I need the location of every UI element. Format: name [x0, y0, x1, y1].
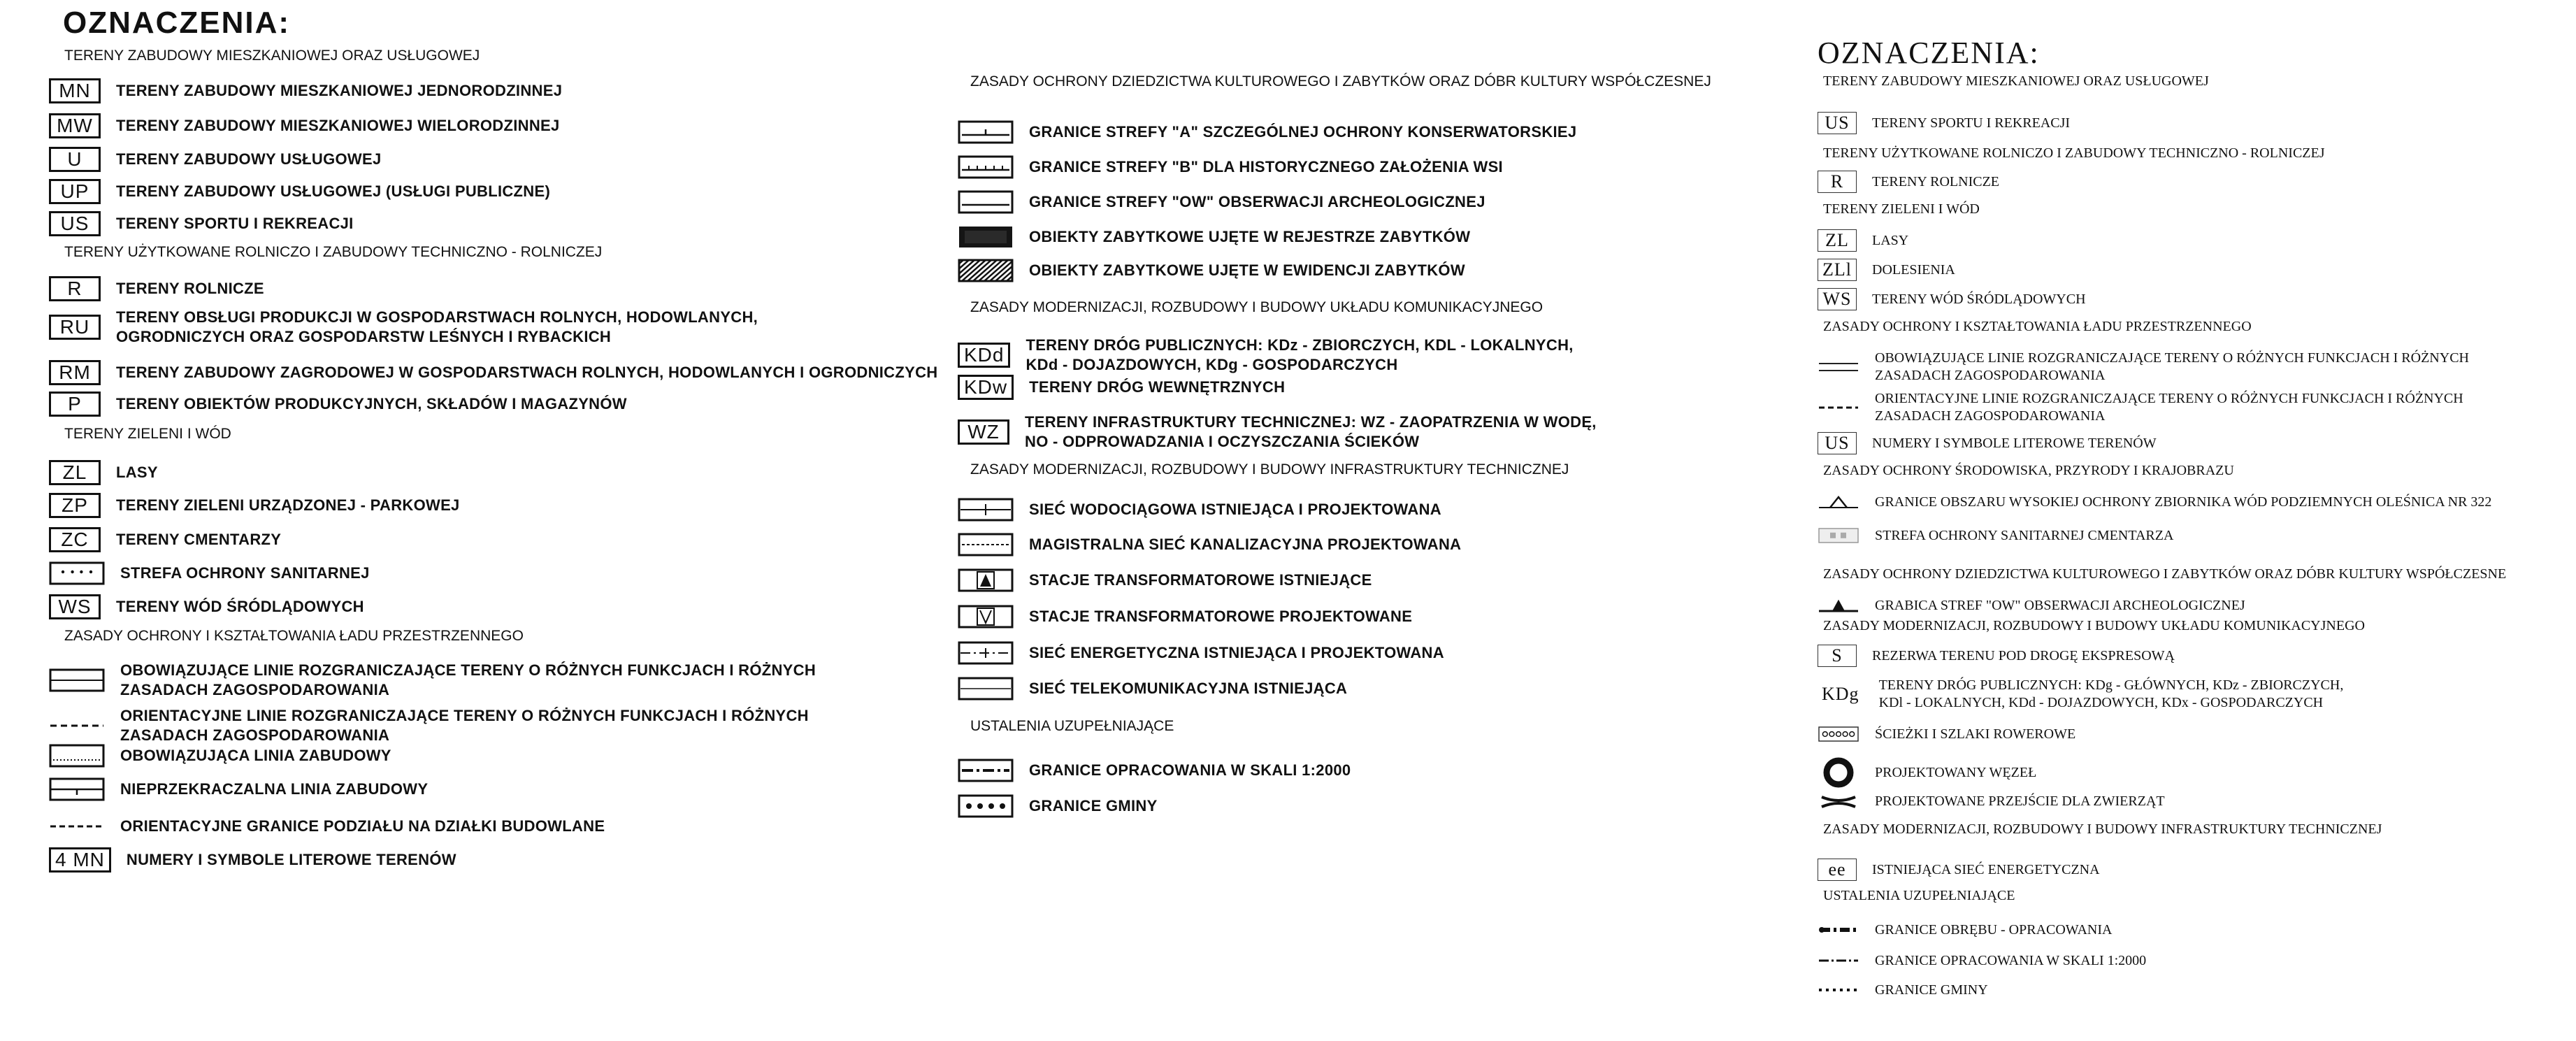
- section-heading-text: ZASADY OCHRONY I KSZTAŁTOWANIA ŁADU PRZESTRZENNEGO: [64, 628, 524, 644]
- legend-entry-label: [120, 564, 370, 582]
- label-line-2: ZASADACH ZAGOSPODAROWANIA: [120, 726, 390, 744]
- zone-code-symbol: WZ: [958, 419, 1009, 445]
- dots-box-icon: [958, 794, 1014, 818]
- legend-entry-label: [1026, 336, 1573, 374]
- label-line: TERENY SPORTU I REKREACJI: [1872, 115, 2071, 131]
- aquifer-icon: [1818, 492, 1859, 512]
- label-line: NUMERY I SYMBOLE LITEROWE TERENÓW: [126, 851, 456, 868]
- label-line: TERENY ZABUDOWY ZAGRODOWEJ W GOSPODARSTWACH ROLNYCH, HODOWLANYCH I OGRODNICZYCH: [116, 364, 938, 381]
- legend-entry-label: [116, 117, 560, 135]
- legend-entry-label: [1029, 158, 1503, 176]
- zone-code-symbol: KDd: [958, 343, 1010, 368]
- zone-code-symbol: R: [1818, 171, 1857, 193]
- label-line: REZERWA TERENU POD DROGĘ EKSPRESOWĄ: [1872, 647, 2175, 663]
- legend-section-heading: [1823, 463, 2234, 479]
- legend-entry: [1818, 859, 2100, 881]
- legend-entry-label: [1872, 648, 2175, 664]
- label-line-2: ZASADACH ZAGOSPODAROWANIA: [120, 680, 390, 698]
- legend-entry: [1818, 432, 2157, 454]
- label-line: TERENY ROLNICZE: [116, 280, 264, 297]
- legend-entry: [1818, 791, 2165, 811]
- label-line: LASY: [116, 464, 158, 481]
- label-line: TERENY DRÓG WEWNĘTRZNYCH: [1029, 378, 1286, 396]
- legend-entry: [49, 392, 627, 417]
- dots-small-icon: [1818, 980, 1859, 1000]
- zone-b-icon: [958, 155, 1014, 179]
- label-line: TERENY INFRASTRUKTURY TECHNICZNEJ: WZ - ZAOPATRZENIA W WODĘ,: [1025, 413, 1597, 431]
- legend-entry: [49, 211, 354, 236]
- box-dash-icon: [49, 714, 105, 738]
- line-dotted-icon: [49, 744, 105, 768]
- zone-code-symbol: ZC: [49, 527, 101, 552]
- ow-triangle-icon: [1818, 596, 1859, 615]
- legend-entry: [49, 706, 809, 745]
- legend-entry-label: [120, 747, 391, 765]
- line-tick-icon: [49, 777, 105, 801]
- legend-entry: [958, 225, 1470, 249]
- section-heading-text: TERENY ZABUDOWY MIESZKANIOWEJ ORAZ USŁUGOWEJ: [1823, 73, 2209, 89]
- label-line: TERENY ZABUDOWY MIESZKANIOWEJ WIELORODZINNEJ: [116, 117, 560, 134]
- legend-section-heading: [970, 461, 1569, 478]
- label-line: GRANICE OPRACOWANIA W SKALI 1:2000: [1029, 761, 1351, 779]
- label-line: OBIEKTY ZABYTKOWE UJĘTE W REJESTRZE ZABYTKÓW: [1029, 228, 1471, 245]
- zone-code-symbol: U: [49, 147, 101, 172]
- zone-code-symbol: MN: [49, 78, 101, 103]
- legend-entry: [1818, 492, 2491, 512]
- legend-entry-label: [1875, 982, 1988, 998]
- label-line: TERENY ZABUDOWY USŁUGOWEJ (USŁUGI PUBLICZNE): [116, 182, 551, 200]
- legend-entry-label: [1875, 390, 2463, 425]
- legend-entry-label: [1872, 862, 2100, 878]
- section-heading-text: USTALENIA UZUPEŁNIAJĄCE: [970, 718, 1174, 734]
- label-line: MAGISTRALNA SIEĆ KANALIZACYJNA PROJEKTOWANA: [1029, 536, 1462, 553]
- legend-entry: [49, 814, 605, 838]
- legend-entry-label: [116, 395, 627, 413]
- legend-entry-label: [116, 531, 281, 549]
- legend-entry: [958, 336, 1574, 374]
- legend-entry: [49, 777, 428, 801]
- label-line: GRANICE STREFY "B" DLA HISTORYCZNEGO ZAŁOŻENIA WSI: [1029, 158, 1503, 175]
- label-line-2: ZASADACH ZAGOSPODAROWANIA: [1875, 408, 2106, 424]
- legend-entry-label: [116, 280, 264, 298]
- legend-entry-label: [1029, 378, 1285, 396]
- legend-entry: [49, 527, 281, 552]
- legend-entry: [1818, 645, 2175, 667]
- legend-entry-label: [116, 364, 937, 382]
- legend-entry-label: [1875, 598, 2245, 614]
- zone-code-symbol: 4 MN: [49, 847, 111, 873]
- line-solid-icon: [1818, 357, 1859, 377]
- animal-icon: [1818, 791, 1859, 811]
- legend-entry-label: [116, 308, 758, 346]
- legend-section-heading: [1823, 821, 2382, 838]
- legend-entry: [1818, 112, 2070, 134]
- label-line: OBIEKTY ZABYTKOWE UJĘTE W EWIDENCJI ZABYTKÓW: [1029, 261, 1465, 279]
- legend-entry: [1818, 596, 2245, 615]
- label-line: STREFA OCHRONY SANITARNEJ: [120, 564, 370, 582]
- legend-entry-label: [1029, 261, 1465, 280]
- label-line: OBOWIĄZUJĄCE LINIE ROZGRANICZAJĄCE TERENY O RÓŻNYCH FUNKCJACH I RÓŻNYCH: [1875, 350, 2469, 366]
- label-line: STACJE TRANSFORMATOROWE ISTNIEJĄCE: [1029, 571, 1372, 589]
- legend-entry-label: [1029, 228, 1470, 246]
- zone-code-symbol: US: [49, 211, 101, 236]
- legend-section-heading: [1823, 566, 2506, 582]
- legend-entry-label: [1029, 536, 1461, 554]
- zone-code-symbol: P: [49, 392, 101, 417]
- zone-code-symbol: RM: [49, 360, 101, 385]
- legend-entry-label: [1875, 528, 2173, 544]
- section-heading-text: ZASADY MODERNIZACJI, ROZBUDOWY I BUDOWY INFRASTRUKTURY TECHNICZNEJ: [1823, 821, 2382, 837]
- label-line: LASY: [1872, 232, 1909, 248]
- legend-entry: [49, 847, 456, 873]
- label-line-2: NO - ODPROWADZANIA I OCZYSZCZANIA ŚCIEKÓW: [1025, 432, 1420, 450]
- legend-entry-label: [1029, 761, 1351, 780]
- legend-entry: [1818, 724, 2075, 744]
- label-line: GRABICA STREF "OW" OBSERWACJI ARCHEOLOGICZNEJ: [1875, 597, 2245, 613]
- legend-entry: [1818, 229, 1908, 252]
- label-line: NUMERY I SYMBOLE LITEROWE TERENÓW: [1872, 435, 2157, 451]
- legend-entry-label: [1875, 794, 2165, 810]
- legend-entry: [1818, 526, 2173, 545]
- section-heading-text: TERENY ZABUDOWY MIESZKANIOWEJ ORAZ USŁUGOWEJ: [64, 48, 480, 64]
- obreb-icon: [1818, 920, 1859, 940]
- legend-entry-label: [1029, 123, 1576, 141]
- label-line: GRANICE GMINY: [1029, 797, 1158, 814]
- label-line: STREFA OCHRONY SANITARNEJ CMENTARZA: [1875, 527, 2174, 543]
- legend-section-heading: [1823, 73, 2209, 89]
- legend-entry-label: [116, 464, 158, 482]
- legend-entry: [1818, 920, 2112, 940]
- label-line: NIEPRZEKRACZALNA LINIA ZABUDOWY: [120, 780, 429, 798]
- legend-section-heading: [1823, 888, 2015, 904]
- legend-entry: [49, 594, 364, 619]
- section-heading-text: TERENY ZIELENI I WÓD: [1823, 201, 1980, 217]
- label-line: TERENY OBSŁUGI PRODUKCJI W GOSPODARSTWACH ROLNYCH, HODOWLANYCH,: [116, 308, 758, 326]
- label-line: SIEĆ ENERGETYCZNA ISTNIEJĄCA I PROJEKTOWANA: [1029, 644, 1444, 661]
- legend-entry: [958, 120, 1576, 144]
- legend-entry-label: [1875, 953, 2146, 969]
- legend-entry-label: [116, 215, 354, 233]
- label-line: STACJE TRANSFORMATOROWE PROJEKTOWANE: [1029, 608, 1413, 625]
- zone-code-symbol: R: [49, 276, 101, 301]
- trafo-ex-icon: [958, 568, 1014, 592]
- label-line: GRANICE GMINY: [1875, 982, 1988, 998]
- label-line-2: KDl - LOKALNYCH, KDd - DOJAZDOWYCH, KDx - GOSPODARCZYCH: [1878, 695, 2324, 710]
- dashdot-icon: [1818, 951, 1859, 970]
- legend-section-heading: [1823, 145, 2325, 161]
- label-line: ORIENTACYJNE GRANICE PODZIAŁU NA DZIAŁKI BUDOWLANE: [120, 817, 605, 835]
- legend-entry-label: [1875, 726, 2075, 742]
- trafo-pr-icon: [958, 605, 1014, 629]
- zone-code-symbol: S: [1818, 645, 1857, 667]
- cemetery-icon: [1818, 526, 1859, 545]
- legend-entry-label: [1872, 174, 1999, 190]
- legend-entry-label: [120, 817, 605, 835]
- section-heading-text: ZASADY MODERNIZACJI, ROZBUDOWY I BUDOWY UKŁADU KOMUNIKACYJNEGO: [1823, 618, 2365, 633]
- legend-entry-label: [1872, 436, 2157, 452]
- legend-entry: [49, 661, 816, 699]
- hatched-icon: [958, 259, 1014, 282]
- zone-code-symbol: ZP: [49, 493, 101, 518]
- line-dash-icon: [49, 814, 105, 838]
- label-line: ISTNIEJĄCA SIEĆ ENERGETYCZNA: [1872, 861, 2100, 877]
- legend-entry-label: [1029, 193, 1485, 211]
- legend-entry-label: [1029, 797, 1158, 815]
- legend-section-heading: [970, 299, 1543, 316]
- dots-icon: [49, 561, 105, 585]
- legend-entry-label: [120, 706, 809, 745]
- legend-entry-label: [120, 661, 816, 699]
- telecom-icon: [958, 677, 1014, 701]
- legend-entry: [1818, 756, 2036, 789]
- box-solid-icon: [49, 668, 105, 692]
- legend-entry: [958, 259, 1465, 282]
- energy-icon: [958, 641, 1014, 665]
- section-heading-text: ZASADY OCHRONY DZIEDZICTWA KULTUROWEGO I ZABYTKÓW ORAZ DÓBR KULTURY WSPÓŁCZESNEJ: [970, 73, 1711, 89]
- label-line: DOLESIENIA: [1872, 261, 1955, 278]
- legend-entry-label: [1029, 644, 1444, 662]
- legend-entry: [958, 641, 1444, 665]
- zone-code-symbol: UP: [49, 179, 101, 204]
- zone-code-symbol: KDw: [958, 375, 1014, 400]
- label-line: TERENY WÓD ŚRÓDLĄDOWYCH: [1872, 291, 2086, 307]
- legend-entry: [958, 605, 1412, 629]
- section-heading-text: ZASADY MODERNIZACJI, ROZBUDOWY I BUDOWY INFRASTRUKTURY TECHNICZNEJ: [970, 461, 1569, 478]
- dashdot-box-icon: [958, 759, 1014, 782]
- label-line-2: ZASADACH ZAGOSPODAROWANIA: [1875, 368, 2106, 383]
- legend-entry: [958, 533, 1461, 557]
- legend-title: OZNACZENIA:: [63, 6, 291, 40]
- legend-entry: [958, 155, 1503, 179]
- label-line: ORIENTACYJNE LINIE ROZGRANICZAJĄCE TERENY O RÓŻNYCH FUNKCJACH I RÓŻNYCH: [120, 707, 809, 724]
- legend-entry-label: [1879, 677, 2344, 712]
- legend-entry: [49, 147, 382, 172]
- label-line: GRANICE OBRĘBU - OPRACOWANIA: [1875, 921, 2113, 938]
- label-line: TERENY WÓD ŚRÓDLĄDOWYCH: [116, 598, 364, 615]
- legend-section-heading: [1823, 618, 2365, 634]
- section-heading-text: TERENY UŻYTKOWANE ROLNICZO I ZABUDOWY TECHNICZNO - ROLNICZEJ: [1823, 145, 2325, 161]
- legend-entry: [958, 568, 1372, 592]
- legend-entry-label: [116, 82, 562, 100]
- legend-entry-label: [1025, 412, 1597, 451]
- legend-entry-label: [1872, 292, 2086, 308]
- label-line: GRANICE STREFY "A" SZCZEGÓLNEJ OCHRONY KONSERWATORSKIEJ: [1029, 123, 1577, 141]
- zone-code-symbol: ZL: [1818, 229, 1857, 252]
- legend-entry: [958, 412, 1597, 451]
- legend-entry: [1818, 288, 2086, 310]
- label-line: TERENY SPORTU I REKREACJI: [116, 215, 354, 232]
- filled-icon: [958, 225, 1014, 249]
- label-line-2: KDd - DOJAZDOWYCH, KDg - GOSPODARCZYCH: [1026, 355, 1398, 373]
- bike-icon: [1818, 724, 1859, 744]
- label-line: GRANICE OPRACOWANIA W SKALI 1:2000: [1875, 952, 2147, 968]
- legend-section-heading: [1823, 319, 2252, 335]
- label-line: TERENY ROLNICZE: [1872, 173, 2000, 189]
- section-heading-text: TERENY UŻYTKOWANE ROLNICZO I ZABUDOWY TECHNICZNO - ROLNICZEJ: [64, 244, 603, 260]
- legend-entry: [958, 375, 1285, 400]
- legend-entry: [958, 498, 1441, 522]
- legend-section-heading: [64, 48, 480, 64]
- label-line: OBOWIĄZUJĄCA LINIA ZABUDOWY: [120, 747, 391, 764]
- legend-entry-label: [116, 150, 382, 168]
- legend-entry-label: [116, 496, 460, 515]
- ring-icon: [1818, 756, 1859, 789]
- legend-title: OZNACZENIA:: [1818, 36, 2040, 70]
- legend-entry: [1818, 171, 1999, 193]
- label-line-2: OGRODNICZYCH ORAZ GOSPODARSTW LEŚNYCH I RYBACKICH: [116, 327, 612, 345]
- legend-entry: [49, 744, 391, 768]
- legend-entry-label: [1872, 262, 1955, 278]
- legend-entry: [1818, 980, 1988, 1000]
- section-heading-text: USTALENIA UZUPEŁNIAJĄCE: [1823, 888, 2015, 903]
- legend-entry: [49, 493, 460, 518]
- label-line: TERENY ZIELENI URZĄDZONEJ - PARKOWEJ: [116, 496, 460, 514]
- legend-entry: [49, 561, 370, 585]
- legend-entry-label: [1029, 608, 1412, 626]
- legend-entry: [958, 759, 1351, 782]
- zone-code-symbol: RU: [49, 315, 101, 340]
- legend-entry: [1818, 390, 2463, 425]
- legend-entry: [1818, 677, 2343, 712]
- label-line: TERENY DRÓG PUBLICZNYCH: KDz - ZBIORCZYCH, KDL - LOKALNYCH,: [1026, 336, 1574, 354]
- legend-entry-label: [127, 851, 456, 869]
- legend-section-heading: [64, 426, 231, 443]
- legend-entry: [958, 677, 1347, 701]
- legend-entry: [958, 794, 1158, 818]
- legend-entry: [958, 190, 1485, 214]
- legend-entry: [49, 78, 562, 103]
- zone-a-icon: [958, 120, 1014, 144]
- legend-entry: [49, 360, 937, 385]
- section-heading-text: ZASADY OCHRONY I KSZTAŁTOWANIA ŁADU PRZESTRZENNEGO: [1823, 319, 2252, 334]
- label-line: PROJEKTOWANY WĘZEŁ: [1875, 764, 2037, 780]
- legend-section-heading: [1823, 201, 1980, 217]
- label-line: GRANICE STREFY "OW" OBSERWACJI ARCHEOLOGICZNEJ: [1029, 193, 1485, 210]
- section-heading-text: ZASADY OCHRONY DZIEDZICTWA KULTUROWEGO I ZABYTKÓW ORAZ DÓBR KULTURY WSPÓŁCZESNE: [1823, 566, 2507, 582]
- legend-section-heading: [64, 244, 602, 261]
- legend-entry: [49, 276, 264, 301]
- label-line: ŚCIEŻKI I SZLAKI ROWEROWE: [1875, 726, 2076, 742]
- label-line: OBOWIĄZUJĄCE LINIE ROZGRANICZAJĄCE TERENY O RÓŻNYCH FUNKCJACH I RÓŻNYCH: [120, 661, 816, 679]
- section-heading-text: TERENY ZIELENI I WÓD: [64, 426, 231, 442]
- legend-entry-label: [1875, 494, 2491, 510]
- zone-code-symbol: WS: [1818, 288, 1857, 310]
- legend-entry-label: [120, 780, 428, 798]
- legend-section-heading: [970, 73, 1711, 90]
- section-heading-text: ZASADY MODERNIZACJI, ROZBUDOWY I BUDOWY UKŁADU KOMUNIKACYJNEGO: [970, 299, 1544, 315]
- label-line: TERENY DRÓG PUBLICZNYCH: KDg - GŁÓWNYCH, KDz - ZBIORCZYCH,: [1878, 677, 2344, 693]
- zone-code-symbol: US: [1818, 112, 1857, 134]
- zone-code-symbol: ZL: [49, 460, 101, 485]
- legend-entry: [1818, 951, 2146, 970]
- legend-entry-label: [1872, 233, 1908, 249]
- zone-code-symbol: ZLl: [1818, 259, 1857, 281]
- legend-section-heading: [970, 718, 1174, 735]
- label-line: PROJEKTOWANE PRZEJŚCIE DLA ZWIERZĄT: [1875, 793, 2165, 809]
- legend-entry-label: [1875, 765, 2036, 781]
- zone-code-symbol: WS: [49, 594, 101, 619]
- section-heading-text: ZASADY OCHRONY ŚRODOWISKA, PRZYRODY I KRAJOBRAZU: [1823, 463, 2234, 478]
- legend-entry-label: [1029, 571, 1372, 589]
- zone-code-symbol: KDg: [1822, 684, 1859, 704]
- zone-code-symbol: US: [1818, 432, 1857, 454]
- legend-entry-label: [116, 182, 550, 201]
- line-dash-icon: [1818, 398, 1859, 417]
- legend-entry: [49, 113, 560, 138]
- label-line: TERENY CMENTARZY: [116, 531, 282, 548]
- legend-entry: [49, 179, 550, 204]
- legend-entry-label: [1875, 350, 2469, 385]
- legend-section-heading: [64, 628, 524, 645]
- legend-entry: [1818, 259, 1955, 281]
- label-line: TERENY ZABUDOWY USŁUGOWEJ: [116, 150, 382, 168]
- legend-entry-label: [1029, 501, 1441, 519]
- legend-entry-label: [1029, 680, 1347, 698]
- label-line: TERENY OBIEKTÓW PRODUKCYJNYCH, SKŁADÓW I MAGAZYNÓW: [116, 395, 627, 412]
- label-line: TERENY ZABUDOWY MIESZKANIOWEJ JEDNORODZINNEJ: [116, 82, 563, 99]
- zone-code-symbol: ee: [1818, 859, 1857, 881]
- legend-entry-label: [1872, 115, 2070, 131]
- legend-entry-label: [116, 598, 364, 616]
- legend-entry: [1818, 350, 2469, 385]
- legend-entry: [49, 308, 758, 346]
- zone-code-symbol: MW: [49, 113, 101, 138]
- label-line: GRANICE OBSZARU WYSOKIEJ OCHRONY ZBIORNIKA WÓD PODZIEMNYCH OLEŚNICA NR 322: [1875, 494, 2492, 510]
- legend-entry-label: [1875, 922, 2112, 938]
- zone-ow-icon: [958, 190, 1014, 214]
- label-line: SIEĆ TELEKOMUNIKACYJNA ISTNIEJĄCA: [1029, 680, 1348, 697]
- legend-entry: [49, 460, 158, 485]
- label-line: SIEĆ WODOCIĄGOWA ISTNIEJĄCA I PROJEKTOWANA: [1029, 501, 1441, 518]
- water-icon: [958, 498, 1014, 522]
- label-line: ORIENTACYJNE LINIE ROZGRANICZAJĄCE TERENY O RÓŻNYCH FUNKCJACH I RÓŻNYCH: [1875, 391, 2463, 406]
- sewer-icon: [958, 533, 1014, 557]
